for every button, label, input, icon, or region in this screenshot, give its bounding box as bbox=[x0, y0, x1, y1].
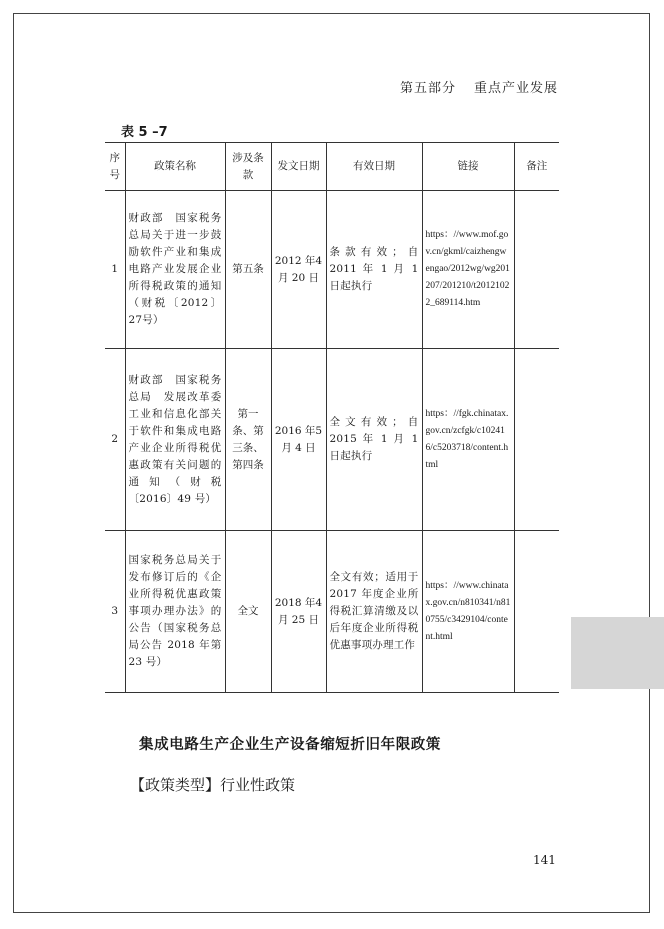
side-thumb-tab bbox=[571, 617, 664, 689]
table-header-row bbox=[105, 143, 559, 191]
row-policy-name: 财政部 国家税务总局关于进一步鼓励软件产业和集成电路产业发展企业所得税政策的通知（财税〔2012〕27号） bbox=[125, 191, 225, 349]
col-header-clause: 涉及条款 bbox=[225, 143, 271, 191]
row-no: 2 bbox=[105, 349, 125, 531]
row-issue-date: 2012 年4 月 20 日 bbox=[271, 191, 326, 349]
table-row bbox=[105, 349, 559, 531]
row-no: 3 bbox=[105, 531, 125, 693]
col-header-note: 备注 bbox=[514, 143, 559, 191]
row-link[interactable]: https：//fgk.chinatax.gov.cn/zcfgk/c102416/c5203718/content.html bbox=[422, 349, 514, 531]
col-header-name: 政策名称 bbox=[125, 143, 225, 191]
row-no: 1 bbox=[105, 191, 125, 349]
col-header-link: 链接 bbox=[422, 143, 514, 191]
row-valid-date: 条款有效；自2011 年 1 月 1 日起执行 bbox=[326, 191, 422, 349]
section-title: 集成电路生产企业生产设备缩短折旧年限政策 bbox=[139, 737, 441, 753]
col-header-valid: 有效日期 bbox=[326, 143, 422, 191]
row-note bbox=[514, 191, 559, 349]
row-clause: 第五条 bbox=[225, 191, 271, 349]
row-policy-name: 国家税务总局关于发布修订后的《企业所得税优惠政策事项办理办法》的公告（国家税务总局公告 2018 年第23 号） bbox=[125, 531, 225, 693]
policy-table bbox=[105, 142, 559, 693]
header-title: 重点产业发展 bbox=[473, 81, 558, 96]
row-note bbox=[514, 531, 559, 693]
row-policy-name: 财政部 国家税务总局 发展改革委 工业和信息化部关于软件和集成电路产业企业所得税优惠政策有关问题的通知（财税〔2016〕49 号） bbox=[125, 349, 225, 531]
row-link[interactable]: https：//www.chinatax.gov.cn/n810341/n810755/c3429104/content.html bbox=[422, 531, 514, 693]
table-row bbox=[105, 531, 559, 693]
page-number: 141 bbox=[533, 853, 556, 867]
row-issue-date: 2016 年5 月 4 日 bbox=[271, 349, 326, 531]
row-note bbox=[514, 349, 559, 531]
row-valid-date: 全文有效；自2015 年 1 月 1 日起执行 bbox=[326, 349, 422, 531]
row-issue-date: 2018 年4 月 25 日 bbox=[271, 531, 326, 693]
header-part: 第五部分 bbox=[399, 81, 456, 96]
running-header bbox=[400, 77, 558, 96]
policy-type: 【政策类型】行业性政策 bbox=[130, 776, 296, 794]
col-header-no: 序号 bbox=[105, 143, 125, 191]
row-valid-date: 全文有效；适用于 2017 年度企业所得税汇算清缴及以后年度企业所得税优惠事项办理工作 bbox=[326, 531, 422, 693]
row-link[interactable]: https：//www.mof.gov.cn/gkml/caizhengwengao/2012wg/wg201207/201210/t20121022_689114.htm bbox=[422, 191, 514, 349]
table-row bbox=[105, 191, 559, 349]
table-label: 表 5 –7 bbox=[121, 125, 168, 140]
row-clause: 全文 bbox=[225, 531, 271, 693]
col-header-date: 发文日期 bbox=[271, 143, 326, 191]
row-clause: 第一条、第三条、第四条 bbox=[225, 349, 271, 531]
